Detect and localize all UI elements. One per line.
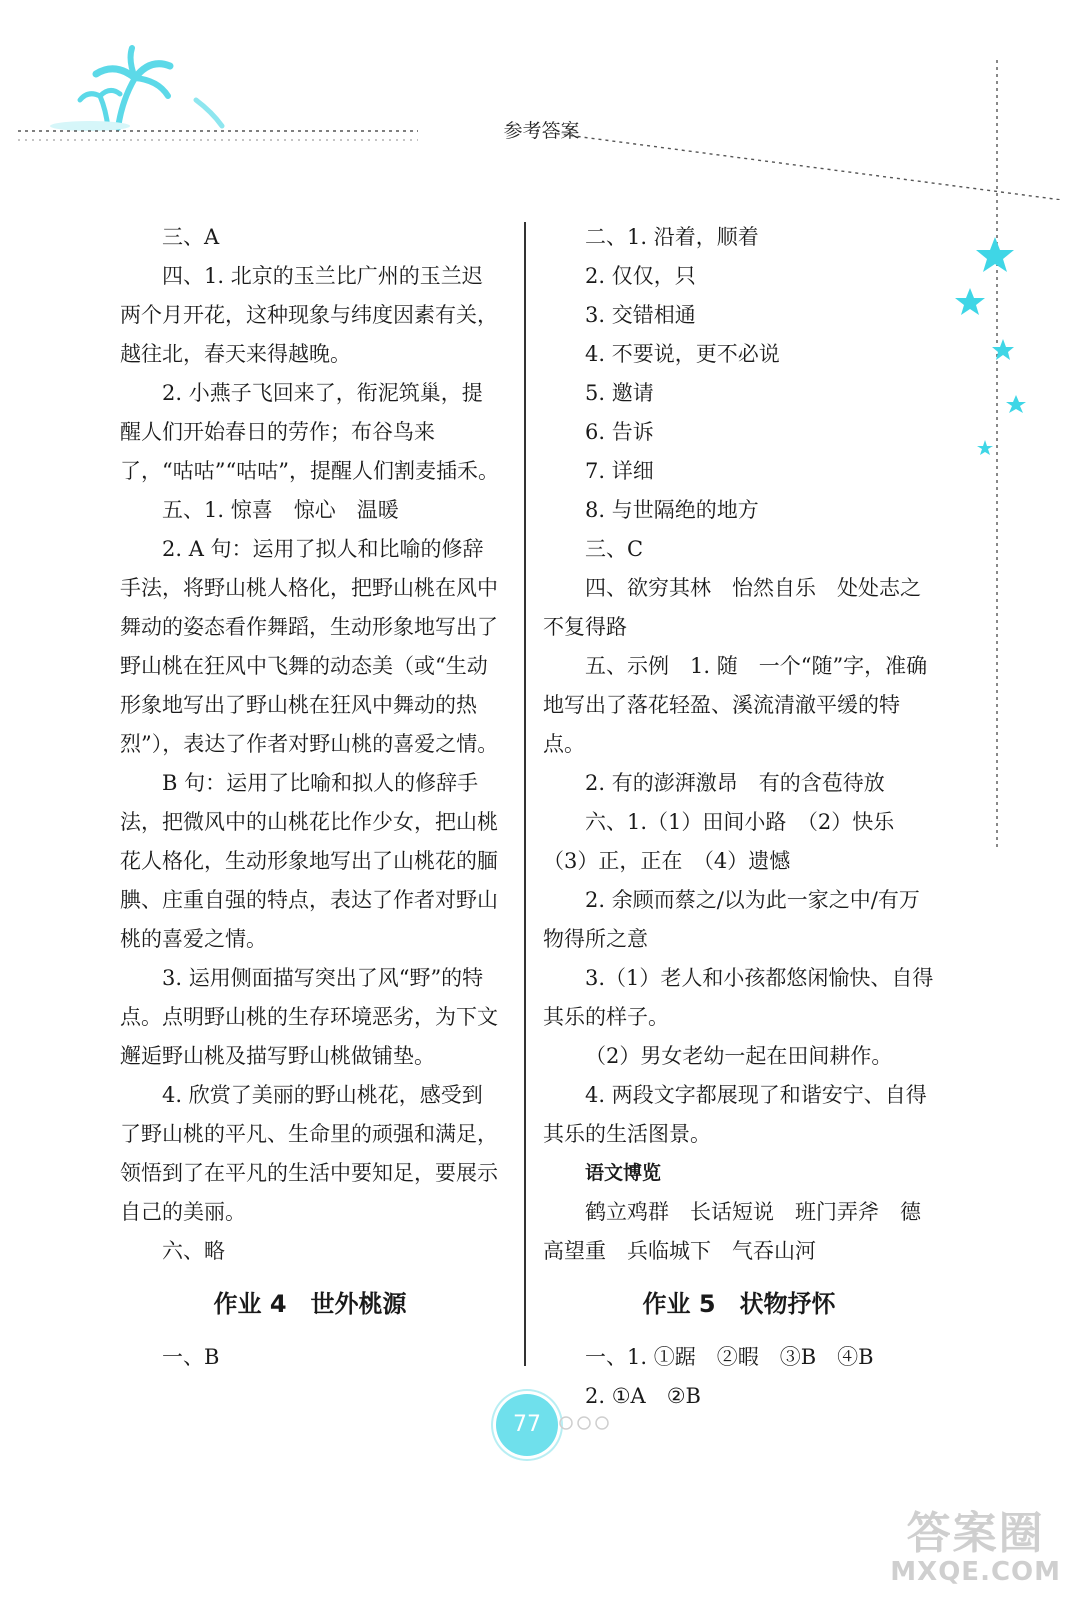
page-header-title: 参考答案 — [503, 120, 580, 142]
answer-line: 3.（1）老人和小孩都悠闲愉快、自得其乐的样子。 — [543, 966, 934, 1029]
answer-line: 三、A — [162, 225, 220, 249]
right-answer-column — [543, 218, 942, 1416]
answer-line: 8. 与世隔绝的地方 — [585, 498, 759, 522]
answer-line: B 句：运用了比喻和拟人的修辞手法，把微风中的山桃花比作少女，把山桃花人格化，生动形象地写出了山桃花的腼腆、庄重自强的特点，表达了作者对野山桃的喜爱之情。 — [120, 771, 498, 951]
answer-line: 2. 有的澎湃激昂 有的含苞待放 — [585, 771, 885, 795]
column-divider — [524, 222, 526, 1366]
answer-line: 2. 仅仅，只 — [585, 264, 696, 288]
answer-line: 五、示例 1. 随 一个“随”字，准确地写出了落花轻盈、溪流清澈平缓的特点。 — [543, 654, 928, 756]
sub-heading: 语文博览 — [585, 1162, 662, 1184]
left-answer-column — [120, 218, 500, 1377]
answer-line: （2）男女老幼一起在田间耕作。 — [585, 1044, 893, 1068]
answer-line: 四、欲穷其林 怡然自乐 处处志之 不复得路 — [543, 576, 942, 639]
answer-line: 六、1.（1）田间小路 （2）快乐 （3）正，正在 （4）遗憾 — [543, 810, 916, 873]
section-heading: 作业 5 状物抒怀 — [642, 1290, 836, 1318]
answer-line: 7. 详细 — [585, 459, 654, 483]
watermark-url: MXQE.COM — [890, 1557, 1061, 1587]
section-heading: 作业 4 世外桃源 — [213, 1290, 407, 1318]
answer-line: 2. ①A ②B — [585, 1384, 701, 1408]
answer-line: 2. 小燕子飞回来了，衔泥筑巢，提醒人们开始春日的劳作；布谷鸟来了，“咕咕”“咕咕”，提醒人们割麦插禾。 — [120, 381, 499, 483]
star-icon — [955, 288, 985, 315]
answer-line: 四、1. 北京的玉兰比广州的玉兰迟两个月开花，这种现象与纬度因素有关，越往北，春天来得越晚。 — [120, 264, 498, 366]
answer-line: 6. 告诉 — [585, 420, 654, 444]
answer-line: 鹤立鸡群 长话短说 班门弄斧 德高望重 兵临城下 气吞山河 — [543, 1200, 921, 1263]
answer-line: 一、B — [162, 1345, 220, 1369]
header-decoration — [0, 0, 1083, 200]
star-icon — [992, 339, 1014, 360]
page-number-dots — [556, 1408, 636, 1438]
answer-line: 2. A 句：运用了拟人和比喻的修辞手法，将野山桃人格化，把野山桃在风中舞动的姿态看作舞蹈，生动形象地写出了野山桃在狂风中飞舞的动态美（或“生动形象地写出了野山桃在狂风中舞动的热烈”），表达了作者对野山桃的喜爱之情。 — [120, 537, 499, 756]
answer-line: 3. 交错相通 — [585, 303, 696, 327]
star-icon — [977, 440, 993, 455]
answer-line: 3. 运用侧面描写突出了风“野”的特点。点明野山桃的生存环境恶劣，为下文邂逅野山桃及描写野山桃做铺垫。 — [120, 966, 498, 1068]
answer-line: 4. 不要说，更不必说 — [585, 342, 780, 366]
answer-line: 五、1. 惊喜 惊心 温暖 — [162, 498, 399, 522]
answer-line: 三、C — [585, 537, 644, 561]
answer-line: 一、1. ①踞 ②暇 ③B ④B — [585, 1345, 874, 1369]
answer-line: 二、1. 沿着，顺着 — [585, 225, 759, 249]
side-decoration — [940, 60, 1060, 860]
star-icon — [1006, 395, 1026, 413]
watermark — [890, 1510, 1061, 1586]
answer-line: 4. 两段文字都展现了和谐安宁、自得其乐的生活图景。 — [543, 1083, 927, 1146]
watermark-logo-text: 答案圈 — [906, 1508, 1045, 1559]
answer-line: 4. 欣赏了美丽的野山桃花，感受到了野山桃的平凡、生命里的顽强和满足，领悟到了在平凡的生活中要知足，要展示自己的美丽。 — [120, 1083, 498, 1224]
page-number: 77 — [496, 1394, 558, 1456]
answer-line: 六、略 — [162, 1239, 225, 1263]
answer-line: 5. 邀请 — [585, 381, 654, 405]
answer-line: 2. 余顾而蔡之/以为此一家之中/有万物得所之意 — [543, 888, 920, 951]
star-icon — [976, 237, 1014, 272]
